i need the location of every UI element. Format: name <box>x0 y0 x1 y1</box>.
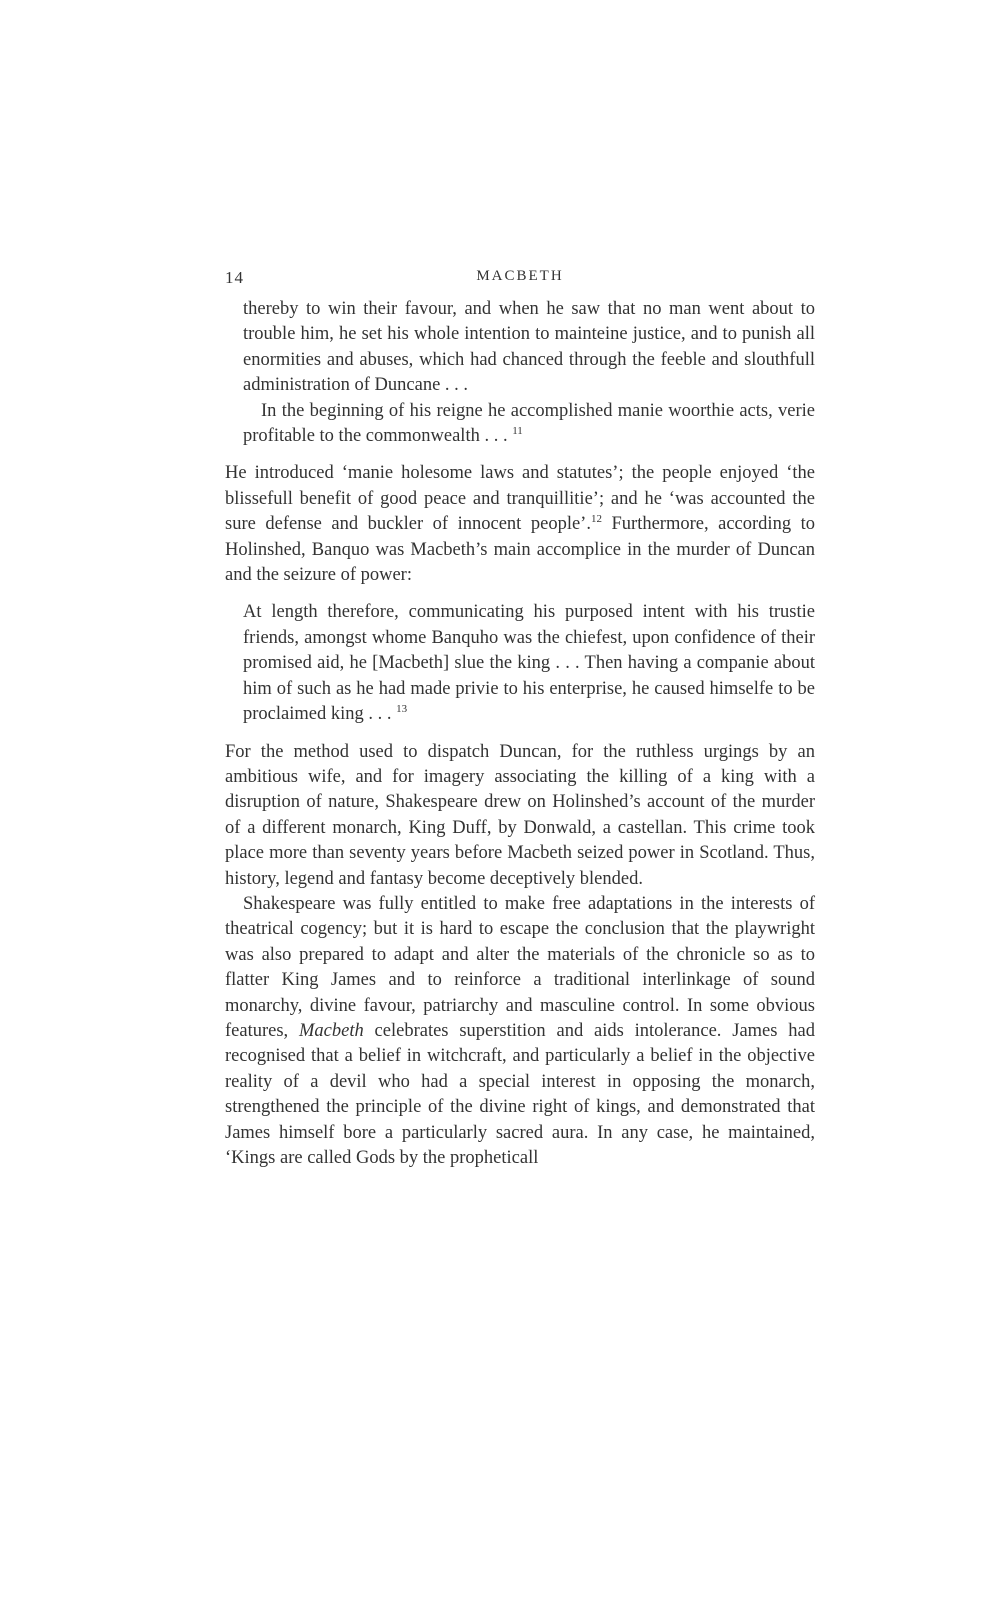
body-paragraph-3 <box>225 892 815 1171</box>
running-head: MACBETH <box>476 268 564 284</box>
block-quote-2-text: At length therefore, communicating his purposed intent with his trustie friends, amongst whome Banquho was the chiefest, upon confidence of their promised aid, he [Macbeth] slue the king . . . Then having a companie about him of such as he had made privie to his enterprise, he caused himselfe to be proclaimed king . . . <box>243 602 815 725</box>
play-title-italic: Macbeth <box>299 1020 364 1041</box>
block-quote-2 <box>243 600 815 727</box>
book-page <box>225 268 815 1171</box>
quote-paragraph-2 <box>243 399 815 450</box>
body-paragraph-2: For the method used to dispatch Duncan, for the ruthless urgings by an ambitious wife, and for imagery associating the killing of a king with a disruption of nature, Shakespeare drew on Holinshed’s account of the murder of a different monarch, King Duff, by Donwald, a castellan. This crime took place more than seventy years before Macbeth seized power in Scotland. Thus, history, legend and fantasy become deceptively blended. <box>225 741 815 889</box>
body-paragraph-1 <box>225 461 815 588</box>
footnote-ref-12: 12 <box>590 513 602 526</box>
body-paragraph-1-text-a: He introduced ‘manie holesome laws and statutes’; the people enjoyed ‘the blissefull benefit of good peace and tranquillitie’; and he ‘was accounted the sure defense and buckler of innocent people’. <box>225 463 815 535</box>
quote-paragraph-2-text: In the beginning of his reigne he accomplished manie woorthie acts, verie profitable to the commonwealth . . . <box>243 400 815 447</box>
quote-paragraph-1: thereby to win their favour, and when he saw that no man went about to trouble him, he set his whole intention to mainteine justice, and to punish all enormities and abuses, which had chanced through the feeble and slouthfull administration of Duncane . . . <box>243 299 815 396</box>
body-paragraph-1-text-b: Furthermore, according to Holinshed, Banquo was Macbeth’s main accomplice in the murder of Duncan and the seizure of power: <box>225 514 815 586</box>
page-header <box>225 268 815 292</box>
footnote-ref-13: 13 <box>396 702 408 715</box>
body-paragraph-3-text-a: Shakespeare was fully entitled to make free adaptations in the interests of theatrical cogency; but it is hard to escape the conclusion that the playwright was also prepared to adapt and alter the materials of the chronicle so as to flatter King James and to reinforce a traditional interlinkage of sound monarchy, divine favour, patriarchy and masculine control. In some obvious features, <box>225 893 815 1041</box>
body-paragraph-3-text-b: celebrates superstition and aids intolerance. James had recognised that a belief in witchcraft, and particularly a belief in the objective reality of a devil who had a special interest in opposing the monarch, strengthened the principle of the divine right of kings, and demonstrated that James himself bore a particularly sacred aura. In any case, he maintained, ‘Kings are called Gods by the propheticall <box>225 1020 816 1168</box>
footnote-ref-11: 11 <box>512 424 523 437</box>
page-number: 14 <box>225 268 244 287</box>
